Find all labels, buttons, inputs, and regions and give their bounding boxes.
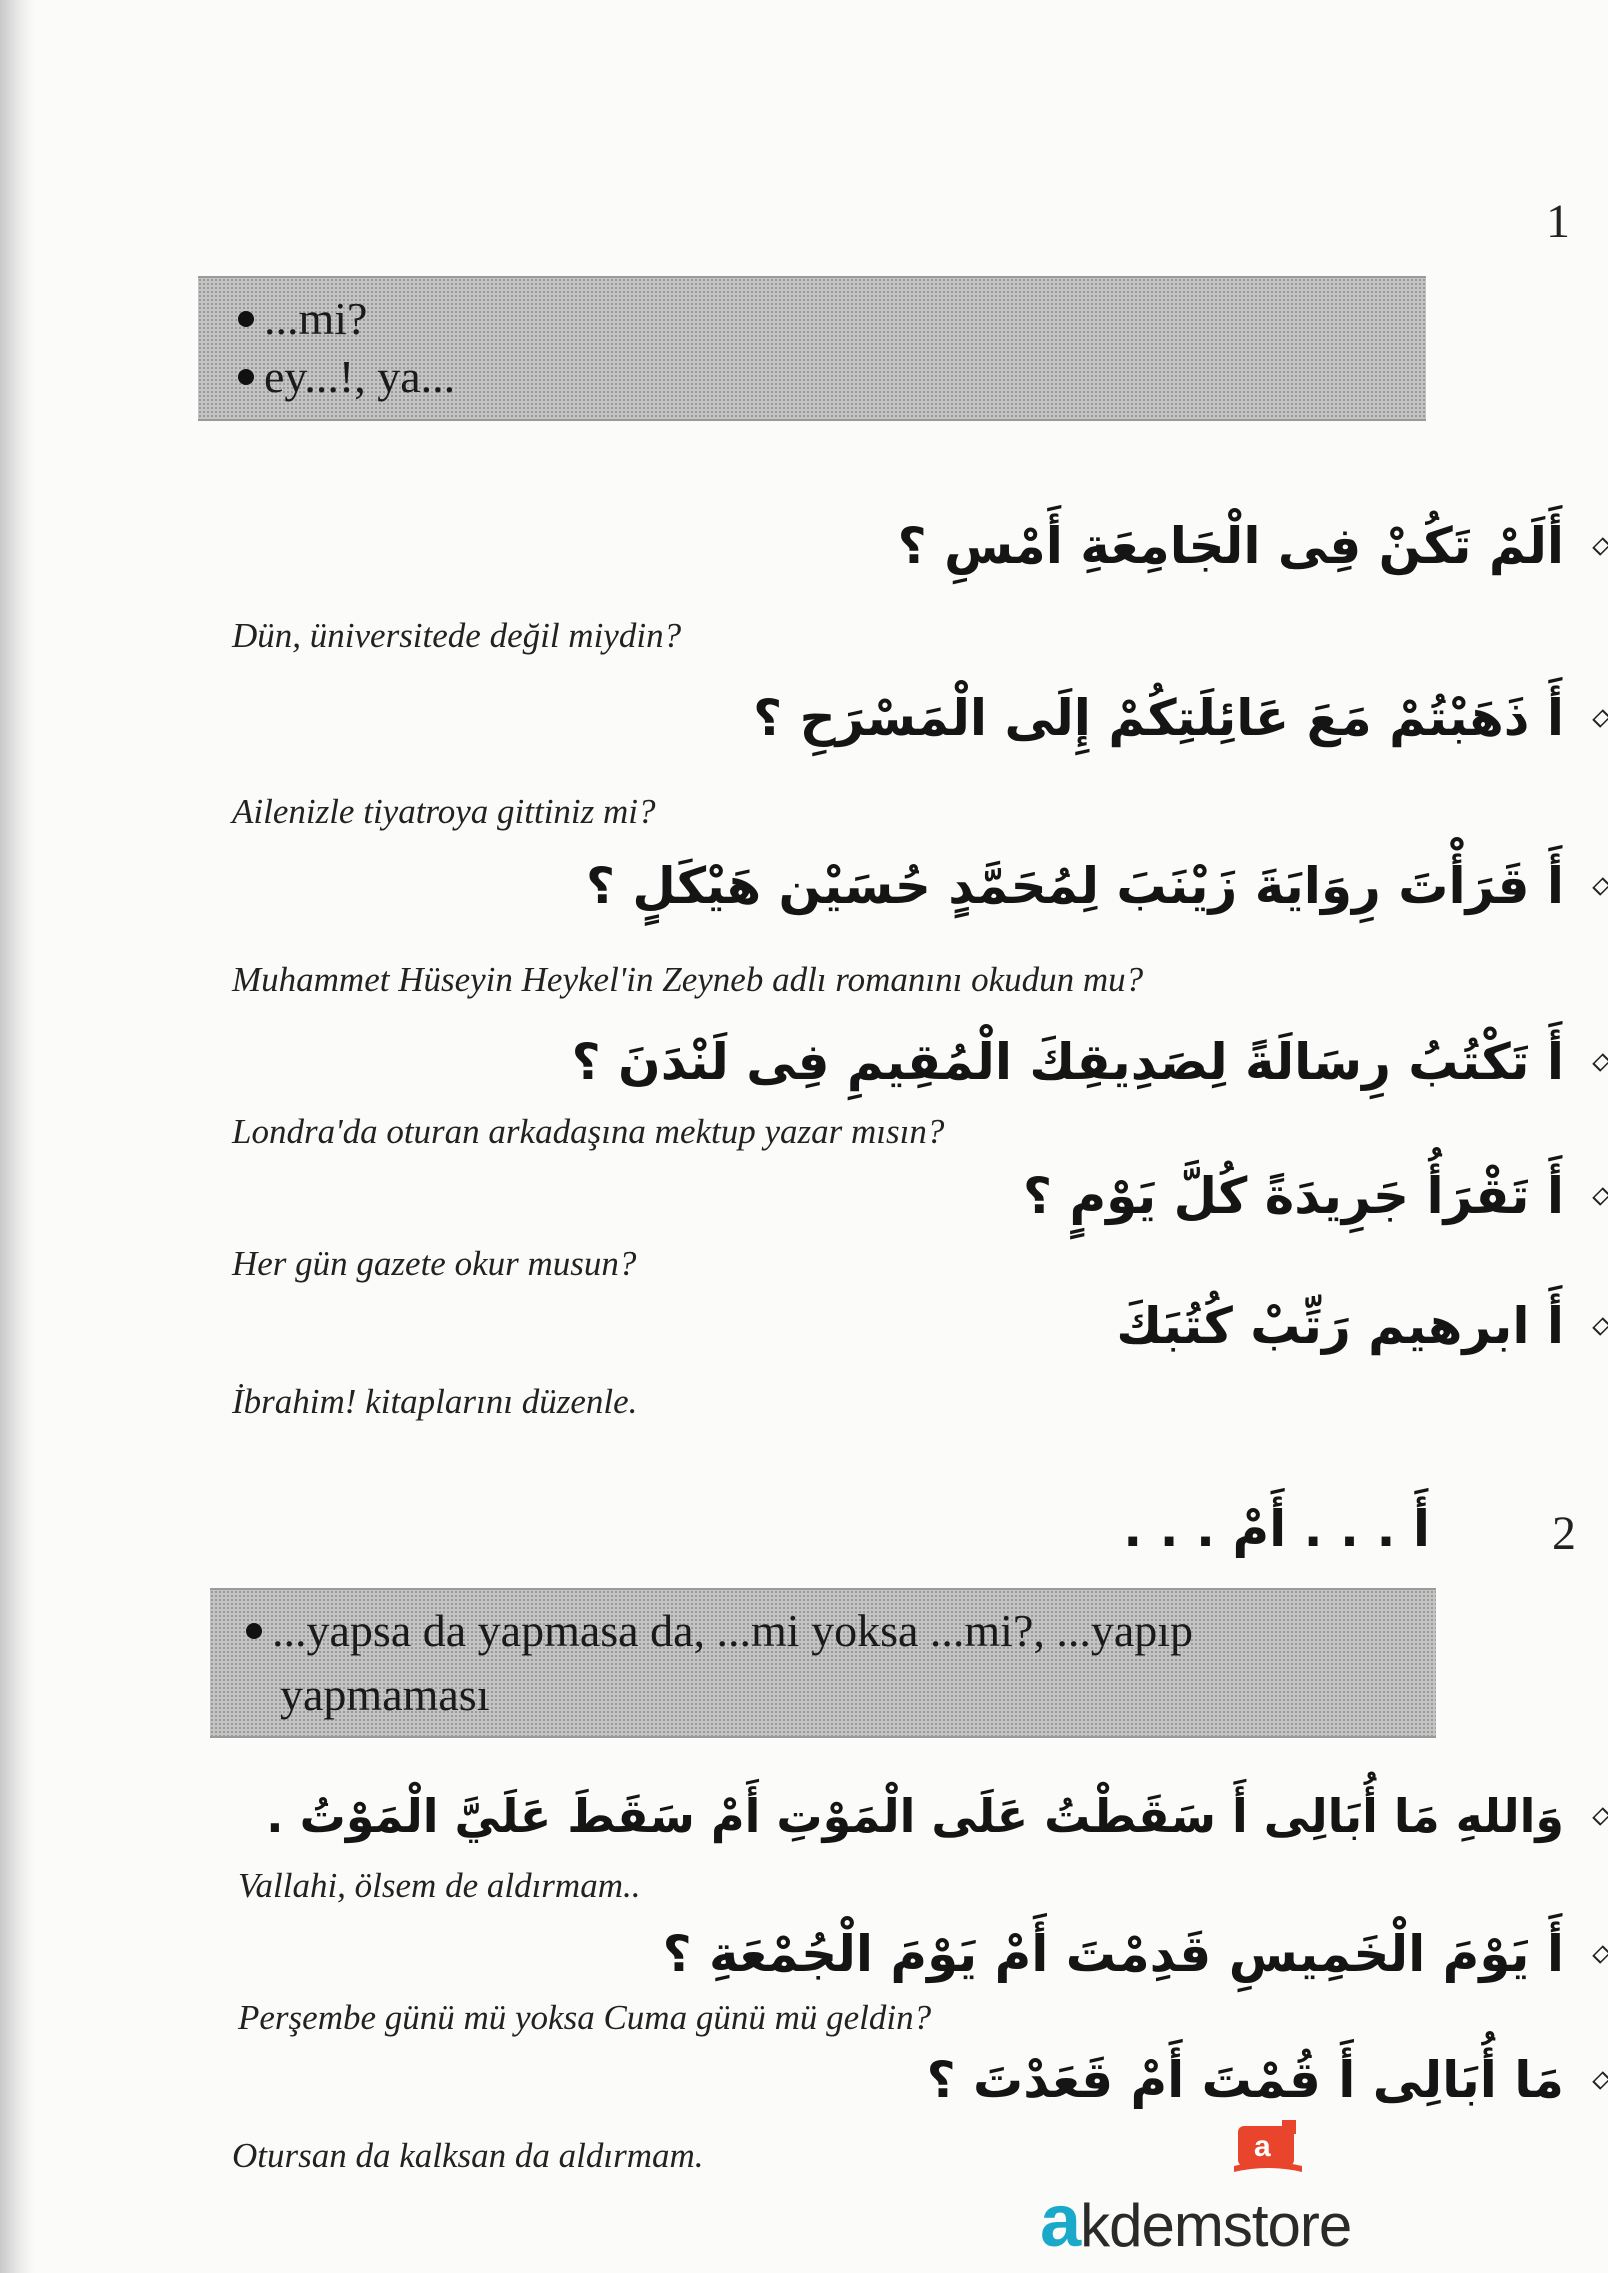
turkish-translation: Her gün gazete okur musun? bbox=[232, 1244, 637, 1283]
turkish-translation: Londra'da oturan arkadaşına mektup yazar mısın? bbox=[232, 1112, 945, 1151]
arabic-example: أَ تَقْرَأُ جَرِيدَةً كُلَّ يَوْمٍ ؟ bbox=[178, 1156, 1608, 1236]
arabic-example: أَ ابرهيم رَتِّبْ كُتُبَكَ bbox=[178, 1286, 1608, 1366]
diamond-icon bbox=[1594, 876, 1608, 896]
turkish-translation: İbrahim! kitaplarını düzenle. bbox=[232, 1382, 638, 1421]
arabic-example: أَ ذَهَبْتُمْ مَعَ عَائِلَتِكُمْ إِلَى الْمَسْرَحِ ؟ bbox=[178, 678, 1608, 758]
section-1-banner bbox=[198, 276, 1426, 421]
banner-line: ey...!, ya... bbox=[238, 350, 455, 404]
diamond-icon bbox=[1594, 1316, 1608, 1336]
store-watermark bbox=[1040, 2120, 1460, 2260]
turkish-translation: Dün, üniversitede değil miydin? bbox=[232, 616, 682, 655]
bullet-dot bbox=[246, 1623, 262, 1639]
diamond-icon bbox=[1594, 1186, 1608, 1206]
diamond-icon bbox=[1594, 536, 1608, 556]
turkish-translation: Vallahi, ölsem de aldırmam.. bbox=[238, 1866, 641, 1905]
turkish-translation: Otursan da kalksan da aldırmam. bbox=[232, 2136, 704, 2175]
diamond-icon bbox=[1594, 2070, 1608, 2090]
diamond-icon bbox=[1594, 1052, 1608, 1072]
particle-heading: أَ . . . أَمْ . . . bbox=[1123, 1500, 1430, 1558]
arabic-example: أَ يَوْمَ الْخَمِيسِ قَدِمْتَ أَمْ يَوْمَ الْجُمْعَةِ ؟ bbox=[178, 1914, 1608, 1994]
section-number-2: 2 bbox=[1552, 1507, 1576, 1560]
arabic-example: أَ تَكْتُبُ رِسَالَةً لِصَدِيقِكَ الْمُقِيمِ فِى لَنْدَنَ ؟ bbox=[178, 1022, 1608, 1102]
brand-name: akdemstore bbox=[1040, 2179, 1352, 2262]
page-edge-shadow bbox=[0, 0, 34, 2273]
arabic-example: وَاللهِ مَا أُبَالِى أَ سَقَطْتُ عَلَى الْمَوْتِ أَمْ سَقَطَ عَلَيَّ الْمَوْتُ . bbox=[178, 1776, 1608, 1856]
banner-line: ...yapsa da yapmasa da, ...mi yoksa ...mi?, ...yapıp bbox=[246, 1604, 1193, 1658]
section-2-banner bbox=[210, 1588, 1436, 1738]
section-number-1: 1 bbox=[1546, 195, 1570, 248]
arabic-example: أَلَمْ تَكُنْ فِى الْجَامِعَةِ أَمْسِ ؟ bbox=[178, 506, 1608, 586]
bullet-dot bbox=[238, 369, 254, 385]
diamond-icon bbox=[1594, 1944, 1608, 1964]
diamond-icon bbox=[1594, 1806, 1608, 1826]
bullet-dot bbox=[238, 311, 254, 327]
svg-text:a: a bbox=[1254, 2130, 1271, 2163]
diamond-icon bbox=[1594, 708, 1608, 728]
book-cart-icon bbox=[1230, 2120, 1306, 2182]
turkish-translation: Ailenizle tiyatroya gittiniz mi? bbox=[232, 792, 656, 831]
banner-line: yapmaması bbox=[280, 1669, 490, 1720]
arabic-example: أَ قَرَأْتَ رِوَايَةَ زَيْنَبَ لِمُحَمَّدٍ حُسَيْن هَيْكَلٍ ؟ bbox=[178, 846, 1608, 926]
arabic-example: مَا أُبَالِى أَ قُمْتَ أَمْ قَعَدْتَ ؟ bbox=[178, 2040, 1608, 2120]
banner-line: ...mi? bbox=[238, 292, 367, 346]
turkish-translation: Muhammet Hüseyin Heykel'in Zeyneb adlı romanını okudun mu? bbox=[232, 960, 1144, 999]
turkish-translation: Perşembe günü mü yoksa Cuma günü mü geldin? bbox=[238, 1998, 932, 2037]
